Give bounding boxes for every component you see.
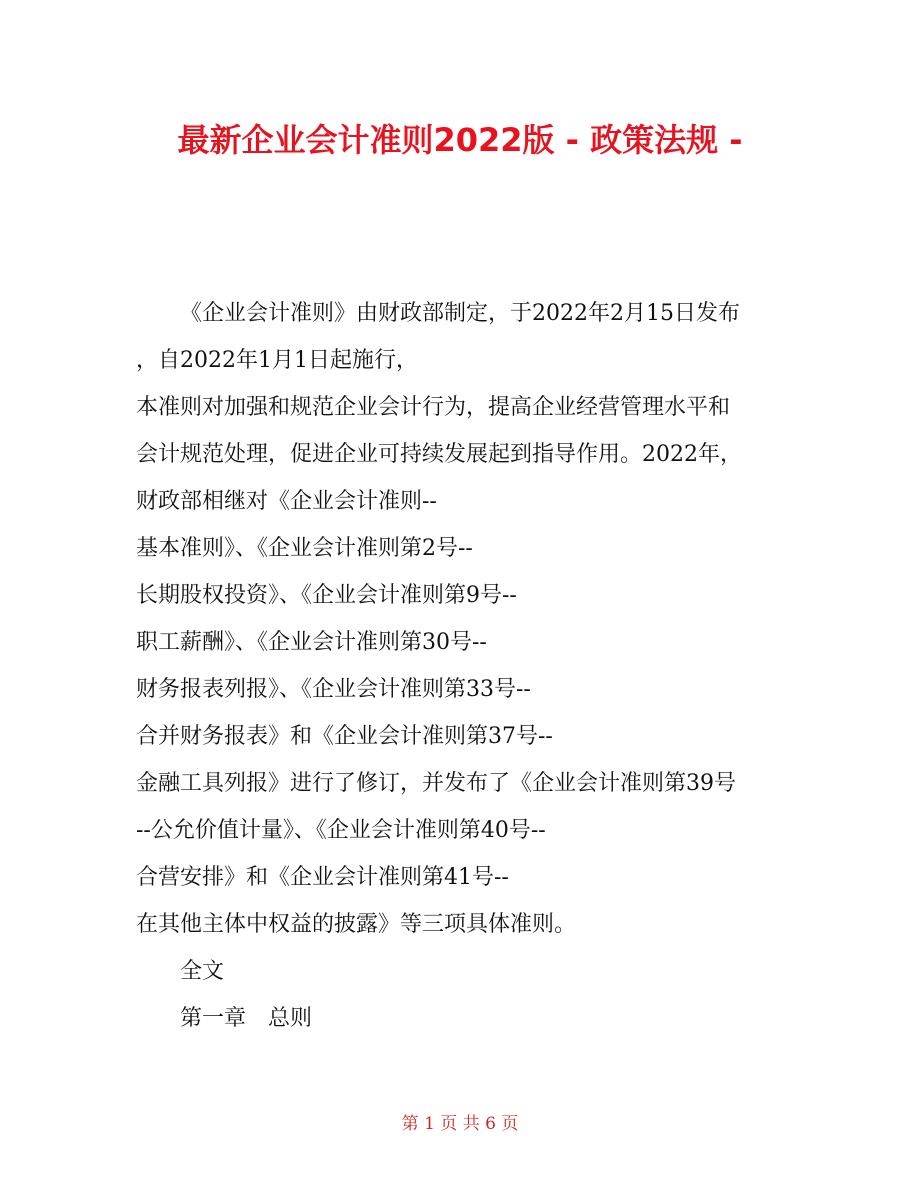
paragraph-line: 基本准则》、《企业会计准则第2号-- [136, 536, 473, 561]
paragraph-line: --公允价值计量》、《企业会计准则第40号-- [136, 818, 546, 843]
document-body [136, 298, 796, 1050]
paragraph-line: 职工薪酬》、《企业会计准则第30号-- [136, 630, 487, 655]
paragraph-line: 财政部相继对《企业会计准则-- [136, 489, 437, 514]
paragraph-line: 金融工具列报》进行了修订，并发布了《企业会计准则第39号 [136, 771, 736, 796]
paragraph-line: 会计规范处理，促进企业可持续发展起到指导作用。2022年， [136, 442, 742, 467]
paragraph-line: 合并财务报表》和《企业会计准则第37号-- [136, 724, 553, 749]
paragraph-line: 长期股权投资》、《企业会计准则第9号-- [136, 583, 517, 608]
paragraph-line: ，自2022年1月1日起施行， [136, 348, 418, 373]
paragraph-line: 《企业会计准则》由财政部制定，于2022年2月15日发布 [180, 301, 740, 326]
paragraph-line: 合营安排》和《企业会计准则第41号-- [136, 865, 509, 890]
paragraph-line: 财务报表列报》、《企业会计准则第33号-- [136, 677, 531, 702]
document-title: 最新企业会计准则2022版 - 政策法规 - [177, 121, 743, 159]
page-footer: 第 1 页 共 6 页 [401, 1114, 519, 1134]
paragraph-line: 本准则对加强和规范企业会计行为，提高企业经营管理水平和 [136, 395, 731, 420]
paragraph-line: 在其他主体中权益的披露》等三项具体准则。 [136, 912, 577, 937]
section-heading-full-text: 全文 [180, 959, 225, 984]
chapter-heading: 第一章 总则 [180, 1006, 313, 1031]
